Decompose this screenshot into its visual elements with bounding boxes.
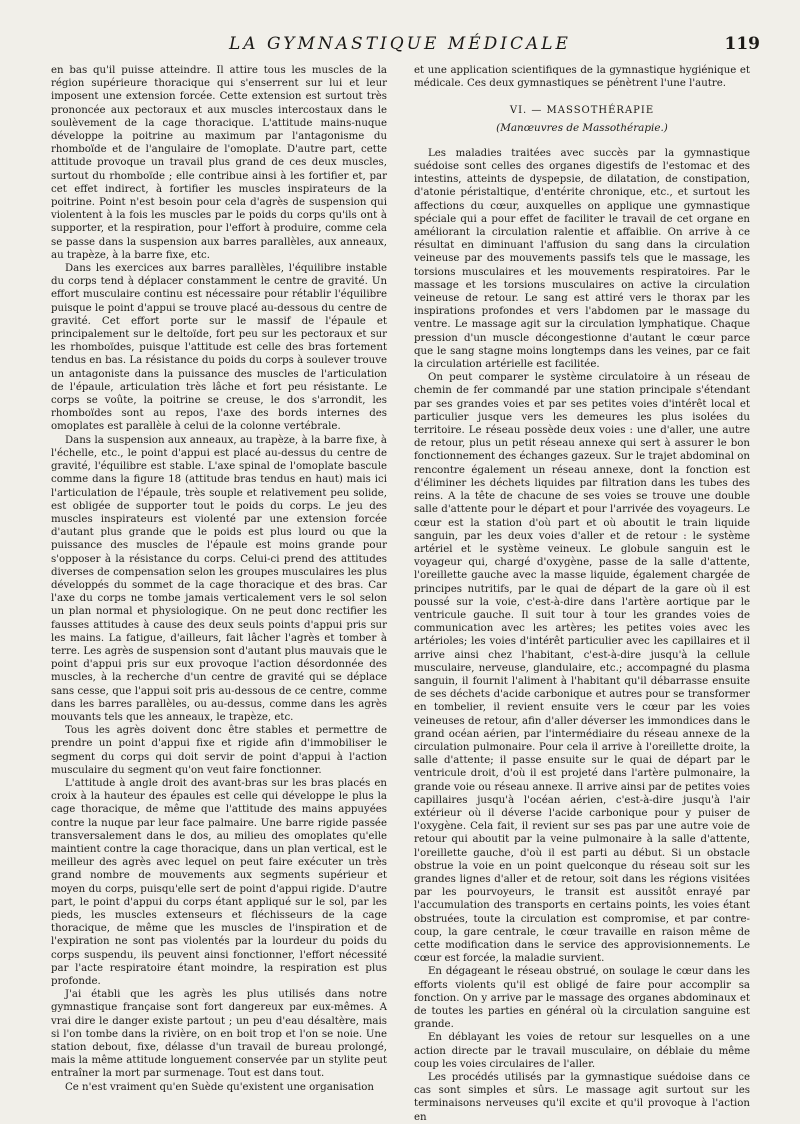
running-title: LA GYMNASTIQUE MÉDICALE <box>229 34 571 54</box>
page-number: 119 <box>724 34 760 54</box>
paragraph: Dans les exercices aux barres parallèles, l'équilibre instable du corps tend à déplacer constamment le centre de gravité. Un effort musculaire continu est nécessaire pour rétablir l'équilibre puisque le point d'appui se trouve placé au-dessous du centre de gravité. Cet effort porte sur le massif de l'épaule et principalement sur le deltoïde, fort peu sur les pectoraux et sur les rhomboïdes, puisque l'attitude est celle des bras fortement tendus en bas. La résistance du poids du corps à soulever trouve un antagoniste dans la puissance des muscles de l'articulation de l'épaule, articulation très lâche et fort peu résistante. Le corps se voûte, la poitrine se creuse, le dos s'arrondit, les rhomboïdes sont au repos, l'axe des bords internes des omoplates est parallèle à celui de la colonne vertébrale. <box>51 263 387 433</box>
running-head <box>0 34 800 58</box>
section-subheading: (Manœuvres de Massothérapie.) <box>496 121 668 134</box>
paragraph: Ce n'est vraiment qu'en Suède qu'existent une organisation <box>65 1081 374 1093</box>
paragraph: L'attitude à angle droit des avant-bras sur les bras placés en croix à la hauteur des épaules est celle qui développe le plus la cage thoracique, de même que l'attitude des mains appuyées contre la nuque par leur face palmaire. Une barre rigide passée transversalement dans le dos, au milieu des omoplates qu'elle maintient contre la cage thoracique, dans un plan vertical, est le meilleur des agrès avec lequel on peut faire exécuter un très grand nombre de mouvements aux segments supérieur et moyen du corps, puisqu'elle sert de point d'appui rigide. D'autre part, le point d'appui du corps étant appliqué sur le sol, par les pieds, les muscles extenseurs et fléchisseurs de la cage thoracique, de même que les muscles de l'inspiration et de l'expiration ne sont pas violentés par la lourdeur du poids du corps suspendu, ils peuvent ainsi fonctionner, l'effort nécessité par l'acte respiratoire étant moindre, la respiration est plus profonde. <box>51 777 387 988</box>
paragraph: Tous les agrès doivent donc être stables et permettre de prendre un point d'appui fixe et rigide afin d'immobiliser le segment du corps qui doit servir de point d'appui à l'action musculaire du segment qu'on veut faire fonctionner. <box>51 725 387 776</box>
paragraph: Les maladies traitées avec succès par la gymnastique suédoise sont celles des organes digestifs de l'estomac et des intestins, atteints de dyspepsie, de dilatation, de constipation, d'atonie péristaltique, d'entérite chronique, etc., et surtout les affections du cœur, auxquelles on applique une gymnastique spéciale qui a pour effet de faciliter le travail de cet organe en améliorant la circulation ralentie et affaiblie. On arrive à ce résultat en diminuant l'affusion du sang dans la circulation veineuse par des mouvements passifs tels que le massage, les torsions musculaires et les mouvements respiratoires. Par le massage et les torsions musculaires on active la circulation veineuse de retour. Le sang est attiré vers le thorax par les inspirations profondes et vers l'abdomen par le massage du ventre. Le massage agit sur la circulation lymphatique. Chaque pression d'un muscle décongestionne d'autant le cœur parce que le sang stagne moins longtemps dans les veines, par ce fait la circulation artérielle est facilitée. <box>414 147 750 371</box>
paragraph: En dégageant le réseau obstrué, on soulage le cœur dans les efforts violents qu'il est obligé de faire pour accomplir sa fonction. On y arrive par le massage des organes abdominaux et de toutes les parties en général où la circulation sanguine est grande. <box>414 966 750 1031</box>
paragraph: On peut comparer le système circulatoire à un réseau de chemin de fer commandé par une station principale s'étendant par ses grandes voies et par ses petites voies d'intérêt local et particulier jusque vers les demeures les plus isolées du territoire. Le réseau possède deux voies : une d'aller, une autre de retour, plus un petit réseau annexe qui sert à assurer le bon fonctionnement des échanges gazeux. Sur le trajet abdominal on rencontre également un réseau annexe, dont la fonction est d'éliminer les déchets liquides par filtration dans les tubes des reins. A la tête de chacune de ses voies se trouve une double salle d'attente pour le départ et pour l'arrivée des voyageurs. Le cœur est la station d'où part et où aboutit le train liquide sanguin, par les deux voies d'aller et de retour : le système artériel et le système veineux. Le globule sanguin est le voyageur qui, chargé d'oxygène, passe de la salle d'attente, l'oreillette gauche avec la masse liquide, également chargée de principes nutritifs, par le quai de départ de la gare où il est poussé sur la voie, c'est-à-dire dans l'artère aortique par le ventricule gauche. Il suit tour à tour les grandes voies de communication avec les artères; les petites voies avec les artérioles; les voies d'intérêt particulier avec les capillaires et il arrive ainsi chez l'habitant, c'est-à-dire jusqu'à la cellule musculaire, nerveuse, glandulaire, etc.; accompagné du plasma sanguin, il fournit l'aliment à l'habitant qu'il débarrasse ensuite de ses déchets d'acide carbonique et autres pour se transformer en tombelier, il revient ensuite vers le cœur par les voies veineuses de retour, afin d'aller déverser les immondices dans le grand océan aérien, par l'intermédiaire du réseau annexe de la circulation pulmonaire. Pour cela il arrive à l'oreillette droite, la salle d'attente; il passe ensuite sur le quai de départ par le ventricule droit, d'où il est projeté dans l'artère pulmonaire, la grande voie ou réseau annexe. Il arrive ainsi par de petites voies capillaires jusqu'à l'océan aérien, c'est-à-dire jusqu'à l'air extérieur où il déverse l'acide carbonique pour y puiser de l'oxygène. Cela fait, il revient sur ses pas par une autre voie de retour qui aboutit par la veine pulmonaire à la salle d'attente, l'oreillette gauche, d'où il est parti au début. Si un obstacle obstrue la voie en un point quelconque du réseau soit sur les grandes lignes d'aller et de retour, soit dans les régions visitées par les pourvoyeurs, le transit est aussitôt enrayé par l'accumulation des transports en certains points, les voies étant obstruées, toute la circulation est compromise, et par contre-coup, la gare centrale, le cœur travaille en raison même de cette modification dans le service des approvisionnements. Le cœur est forcée, la maladie survient. <box>414 372 750 965</box>
paragraph: J'ai établi que les agrès les plus utilisés dans notre gymnastique française sont fort dangereux par eux-mêmes. A vrai dire le danger existe partout ; un peu d'eau désaltère, mais si l'on tombe dans la rivière, on en boit trop et l'on se noie. Une station debout, fixe, délasse d'un travail de bureau prolongé, mais la même attitude longuement conservée par un stylite peut entraîner la mort par surmenage. Tout est dans tout. <box>51 989 387 1080</box>
paragraph: et une application scientifiques de la gymnastique hygiénique et médicale. Ces deux gymnastiques se pénètrent l'une l'autre. <box>414 65 750 90</box>
paragraph: en bas qu'il puisse atteindre. Il attire tous les muscles de la région supérieure thoracique qui s'enserrent sur lui et leur imposent une extension forcée. Cette extension est surtout très prononcée aux pectoraux et aux muscles intercostaux dans le soulèvement de la cage thoracique. L'attitude mains-nuque développe la poitrine au maximum par l'antagonisme du rhomboïde et de l'angulaire de l'omoplate. D'autre part, cette attitude provoque un travail plus grand de ces deux muscles, surtout du rhomboïde ; elle contribue ainsi à les fortifier et, par cet effet indirect, à fortifier les muscles inspirateurs de la poitrine. Point n'est besoin pour cela d'agrès de suspension qui violentent à la fois les muscles par le poids du corps qu'ils ont à supporter, et la respiration, pour l'effort à produire, comme cela se passe dans la suspension aux barres parallèles, aux anneaux, au trapèze, à la barre fixe, etc. <box>51 65 387 261</box>
right-column <box>414 64 750 1123</box>
paragraph: En déblayant les voies de retour sur lesquelles on a une action directe par le travail musculaire, on déblaie du même coup les voies circulaires de l'aller. <box>414 1032 750 1070</box>
left-column <box>51 64 387 1093</box>
section-heading: VI. — MASSOTHÉRAPIE <box>509 105 655 117</box>
paragraph: Les procédés utilisés par la gymnastique suédoise dans ce cas sont simples et sûrs. Le massage agit surtout sur les terminaisons nerveuses qu'il excite et qu'il provoque à l'action en <box>414 1072 750 1123</box>
paragraph: Dans la suspension aux anneaux, au trapèze, à la barre fixe, à l'échelle, etc., le point d'appui est placé au-dessus du centre de gravité, l'équilibre est stable. L'axe spinal de l'omoplate bascule comme dans la figure 18 (attitude bras tendus en haut) mais ici l'articulation de l'épaule, très souple et relativement peu solide, est obligée de supporter tout le poids du corps. Le jeu des muscles inspirateurs est violenté par une extension forcée d'autant plus grande que le poids est plus lourd ou que la puissance des muscles de l'épaule est moins grande pour s'opposer à la résistance du corps. Celui-ci prend des attitudes diverses de compensation selon les groupes musculaires les plus développés du sommet de la cage thoracique et des bras. Car l'axe du corps ne tombe jamais verticalement vers le sol selon un plan normal et physiologique. On ne peut donc rectifier les fausses attitudes à cause des deux seuls points d'appui pris sur les mains. La fatigue, d'ailleurs, fait lâcher l'agrès et tomber à terre. Les agrès de suspension sont d'autant plus mauvais que le point d'appui pris sur eux provoque l'action désordonnée des muscles, à la recherche d'un centre de gravité qui se déplace sans cesse, que l'appui soit pris au-dessous de ce centre, comme dans les barres parallèles, ou au-dessus, comme dans les agrès mouvants tels que les anneaux, le trapèze, etc. <box>51 434 387 723</box>
